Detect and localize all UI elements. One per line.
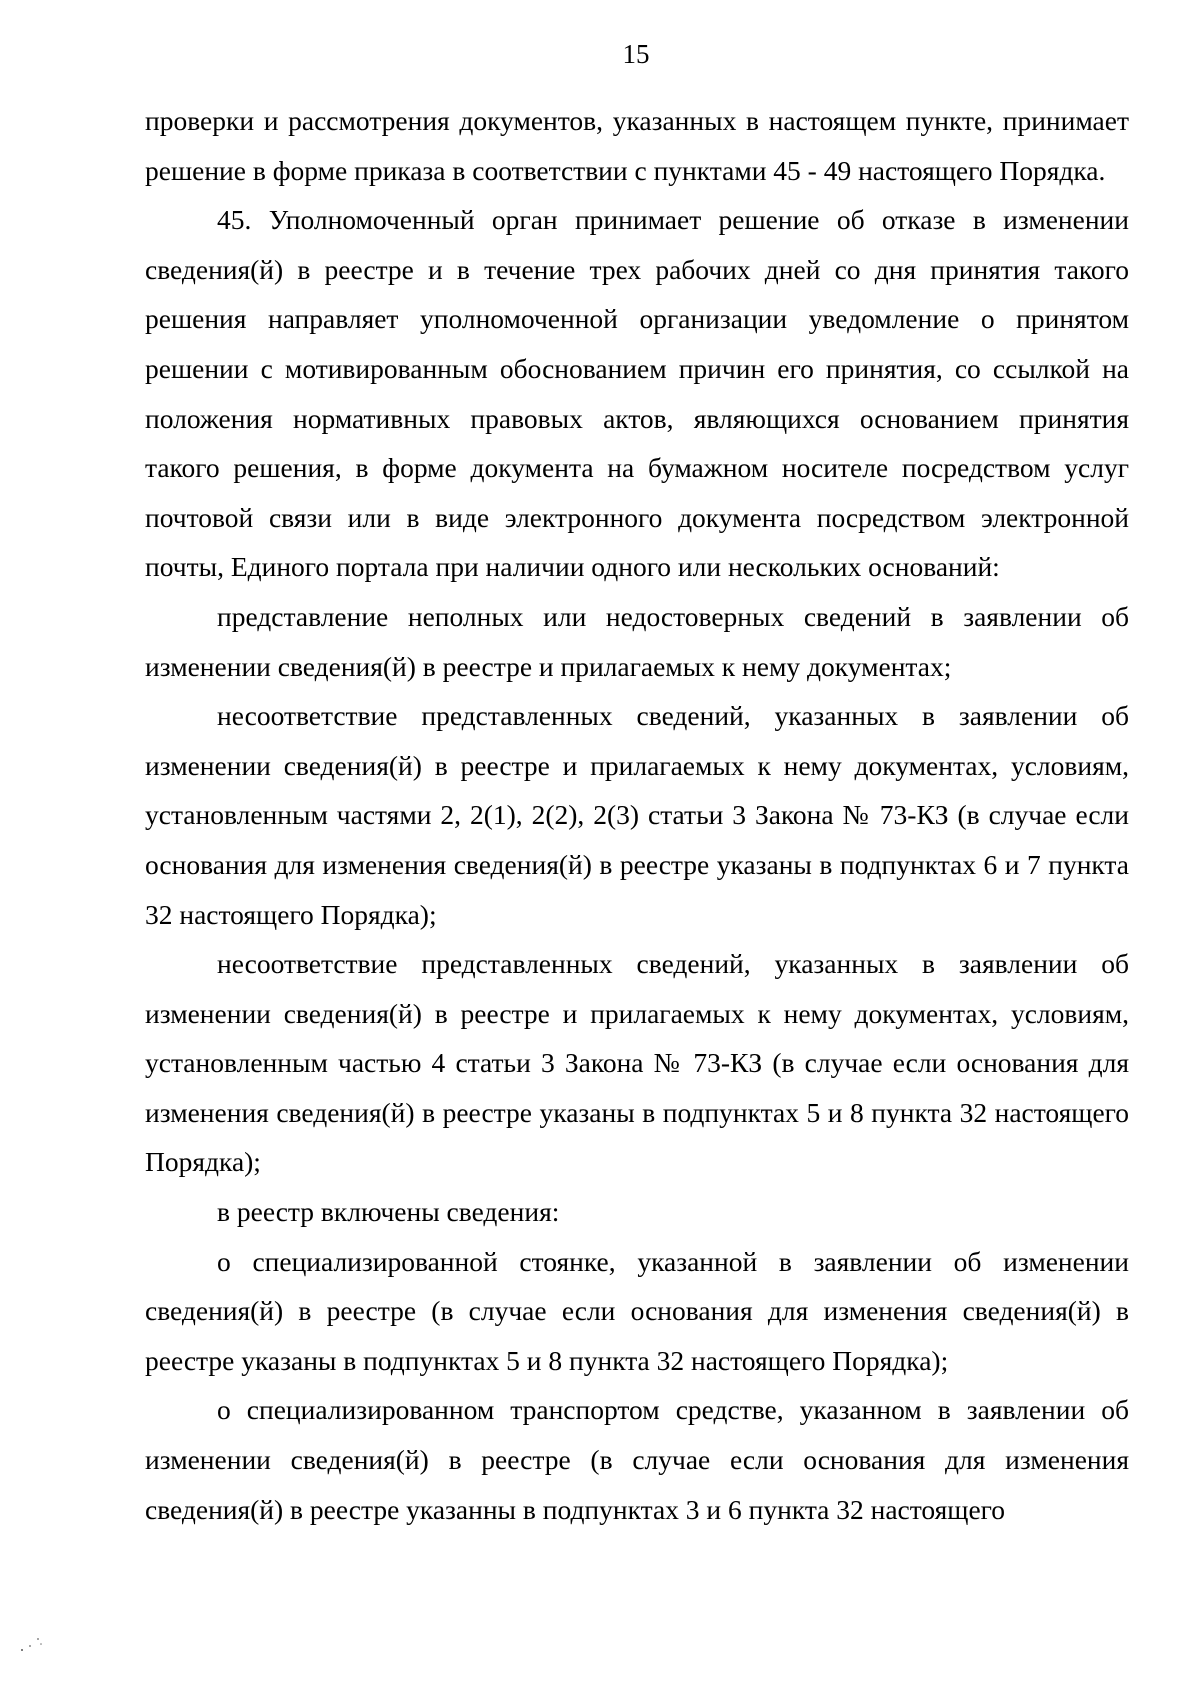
paragraph-specialized-parking: о специализированной стоянке, указанной в заявлении об изменении сведения(й) в реестре (в случае если основания для изменения сведения(й) в реестре указаны в подпунктах 5 и 8 пункта 32 настоящего Порядка); (145, 1245, 1129, 1376)
paragraph-ground-incomplete-data: представление неполных или недостоверных сведений в заявлении об изменении сведения(й) в реестре и прилагаемых к нему документах; (145, 600, 1129, 682)
paragraph-register-includes: в реестр включены сведения: (217, 1196, 560, 1228)
document-body (145, 96, 1129, 1534)
paragraph-ground-mismatch-part-2: несоответствие представленных сведений, указанных в заявлении об изменении сведения(й) в реестре и прилагаемых к нему документах, условиям, установленным частями 2, 2(1), 2(2), 2(3) статьи 3 Закона № 73-КЗ (в случае если основания для изменения сведения(й) в реестре указаны в подпунктах 6 и 7 пункта 32 настоящего Порядка); (145, 700, 1129, 930)
scan-speck-mark (18, 1630, 58, 1654)
paragraph-item-45: 45. Уполномоченный орган принимает решение об отказе в изменении сведения(й) в реестре и в течение трех рабочих дней со дня принятия такого решения направляет уполномоченной организации уведомление о принятом решении с мотивированным обоснованием причин его принятия, со ссылкой на положения нормативных правовых актов, являющихся основанием принятия такого решения, в форме документа на бумажном носителе посредством услуг почтовой связи или в виде электронного документа посредством электронной почты, Единого портала при наличии одного или нескольких оснований: (145, 204, 1129, 583)
paragraph-ground-mismatch-part-4: несоответствие представленных сведений, указанных в заявлении об изменении сведения(й) в реестре и прилагаемых к нему документах, условиям, установленным частью 4 статьи 3 Закона № 73-КЗ (в случае если основания для изменения сведения(й) в реестре указаны в подпунктах 5 и 8 пункта 32 настоящего Порядка); (145, 948, 1129, 1178)
page-number: 15 (622, 39, 650, 69)
paragraph-continuation: проверки и рассмотрения документов, указанных в настоящем пункте, принимает решение в форме приказа в соответствии с пунктами 45 - 49 настоящего Порядка. (145, 105, 1129, 186)
paragraph-specialized-vehicle: о специализированном транспортом средстве, указанном в заявлении об изменении сведения(й) в реестре (в случае если основания для изменения сведения(й) в реестре указанны в подпунктах 3 и 6 пункта 32 настоящего (145, 1394, 1129, 1525)
